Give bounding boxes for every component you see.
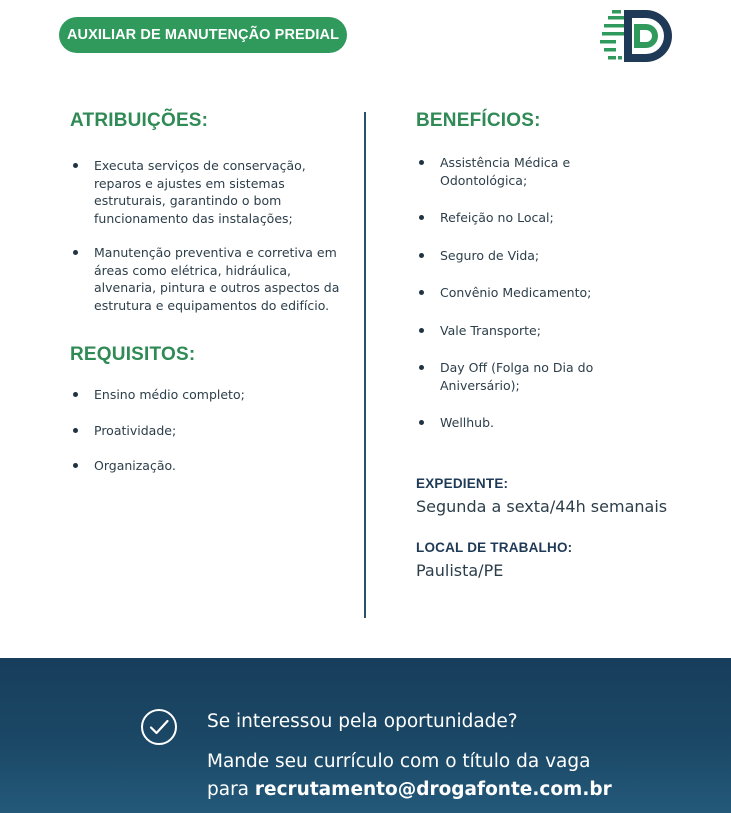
local-value: Paulista/PE [416, 560, 504, 580]
expediente-section [416, 476, 716, 516]
requisitos-list [70, 386, 350, 475]
list-item: Refeição no Local; [416, 209, 716, 227]
list-item: Convênio Medicamento; [416, 284, 716, 302]
contact-email[interactable]: recrutamento@drogafonte.com.br [254, 779, 612, 800]
list-item: Organização. [70, 457, 350, 475]
bullet-icon [419, 328, 424, 333]
list-item: Assistência Médica e Odontológica; [416, 154, 610, 189]
expediente-label: EXPEDIENTE: [416, 475, 509, 491]
footer-banner [0, 658, 731, 813]
list-item: Vale Transporte; [416, 322, 716, 340]
bullet-icon [73, 392, 78, 397]
list-item: Day Off (Folga no Dia do Aniversário); [416, 359, 640, 394]
bullet-icon [419, 160, 424, 165]
list-item: Executa serviços de conservação, reparos e ajustes em sistemas estruturais, garantindo o bom funcionamento das instalações; [70, 157, 350, 227]
check-circle-icon [140, 708, 178, 746]
bullet-icon [419, 215, 424, 220]
bullet-icon [419, 365, 424, 370]
job-title: AUXILIAR DE MANUTENÇÃO PREDIAL [66, 27, 340, 43]
job-title-badge [59, 17, 347, 53]
footer-question: Se interessou pela oportunidade? [207, 711, 518, 732]
list-item: Wellhub. [416, 414, 716, 432]
bullet-icon [419, 290, 424, 295]
footer-email-line: para recrutamento@drogafonte.com.br [207, 779, 612, 800]
bullet-icon [73, 428, 78, 433]
footer-instruction: Mande seu currículo com o título da vaga [207, 751, 591, 772]
column-divider [364, 112, 366, 618]
atribuicoes-list [70, 157, 350, 314]
atribuicoes-heading: ATRIBUIÇÕES: [70, 110, 209, 131]
drogafonte-logo-icon [594, 4, 676, 68]
local-section [416, 540, 716, 580]
bullet-icon [73, 463, 78, 468]
bullet-icon [73, 163, 78, 168]
beneficios-list [416, 154, 716, 432]
beneficios-heading: BENEFÍCIOS: [416, 110, 541, 131]
requisitos-heading: REQUISITOS: [70, 344, 196, 365]
list-item: Manutenção preventiva e corretiva em áreas como elétrica, hidráulica, alvenaria, pintura e outros aspectos da estrutura e equipamentos do edifício. [70, 244, 350, 314]
left-column [70, 110, 350, 475]
bullet-icon [419, 420, 424, 425]
expediente-value: Segunda a sexta/44h semanais [416, 496, 668, 516]
list-item: Proatividade; [70, 422, 350, 440]
bullet-icon [419, 253, 424, 258]
right-column [416, 110, 716, 580]
bullet-icon [73, 250, 78, 255]
list-item: Seguro de Vida; [416, 247, 716, 265]
local-label: LOCAL DE TRABALHO: [416, 539, 573, 555]
list-item: Ensino médio completo; [70, 386, 350, 404]
